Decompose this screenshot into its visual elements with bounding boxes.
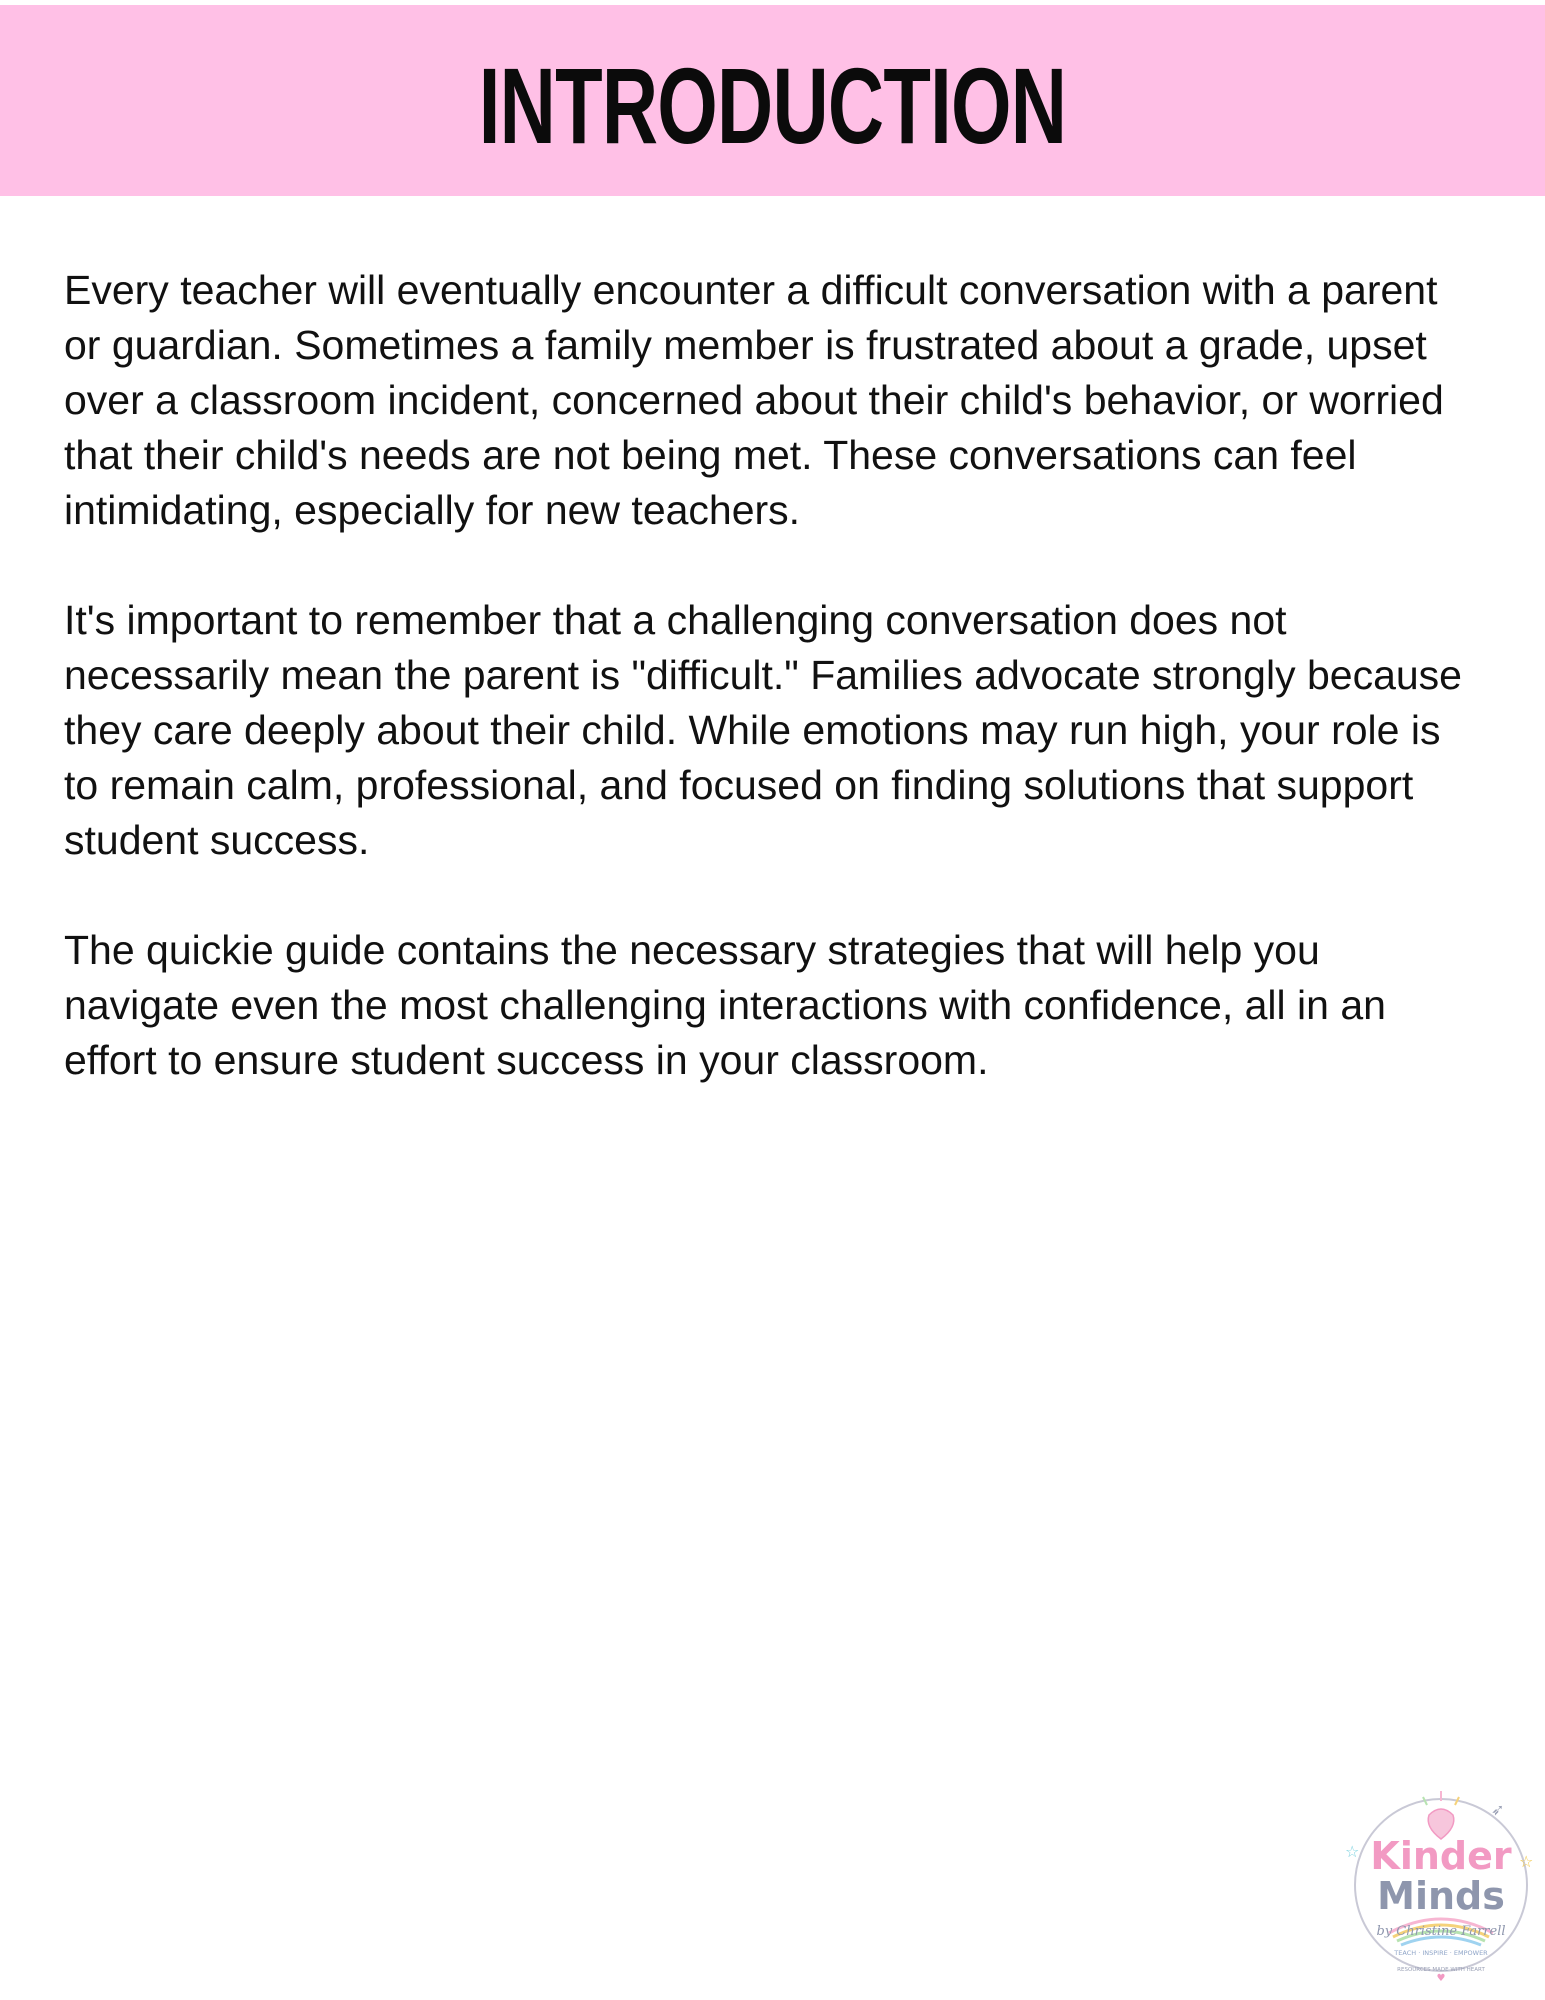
main-content (64, 263, 1484, 1143)
logo-word-minds: Minds (1377, 1874, 1505, 1918)
intro-paragraph: Every teacher will eventually encounter a difficult conversation with a parent or guardian. Sometimes a family member is frustrated about a grade, upset over a classroom incident, concerned about their child's behavior, or worried that their child's needs are not being met. These conversations can feel intimidating, especially for new teachers. (64, 267, 1444, 533)
intro-paragraph: The quickie guide contains the necessary strategies that will help you navigate even the most challenging interactions with confidence, all in an effort to ensure student success in your classroom. (64, 927, 1386, 1083)
brain-heart-icon (1423, 1791, 1459, 1839)
svg-text:☆: ☆ (1345, 1842, 1360, 1861)
logo-tagline: TEACH · INSPIRE · EMPOWER (1394, 1949, 1488, 1957)
svg-text:☆: ☆ (1519, 1852, 1534, 1871)
logo-arc-text: RESOURCES MADE WITH HEART (1397, 1967, 1485, 1973)
page-title: INTRODUCTION (478, 45, 1067, 166)
kinder-minds-logo (1341, 1785, 1541, 1985)
intro-paragraph: It's important to remember that a challenging conversation does not necessarily mean the parent is "difficult." Families advocate strongly because they care deeply about their child. While emotions may run high, your role is to remain calm, professional, and focused on finding solutions that support student success. (64, 597, 1462, 863)
logo-word-kinder: Kinder (1370, 1834, 1512, 1878)
svg-text:♥: ♥ (1436, 1973, 1446, 1984)
svg-text:➶: ➶ (1491, 1800, 1505, 1819)
logo-byline: by Christine Farrell (1376, 1924, 1506, 1939)
